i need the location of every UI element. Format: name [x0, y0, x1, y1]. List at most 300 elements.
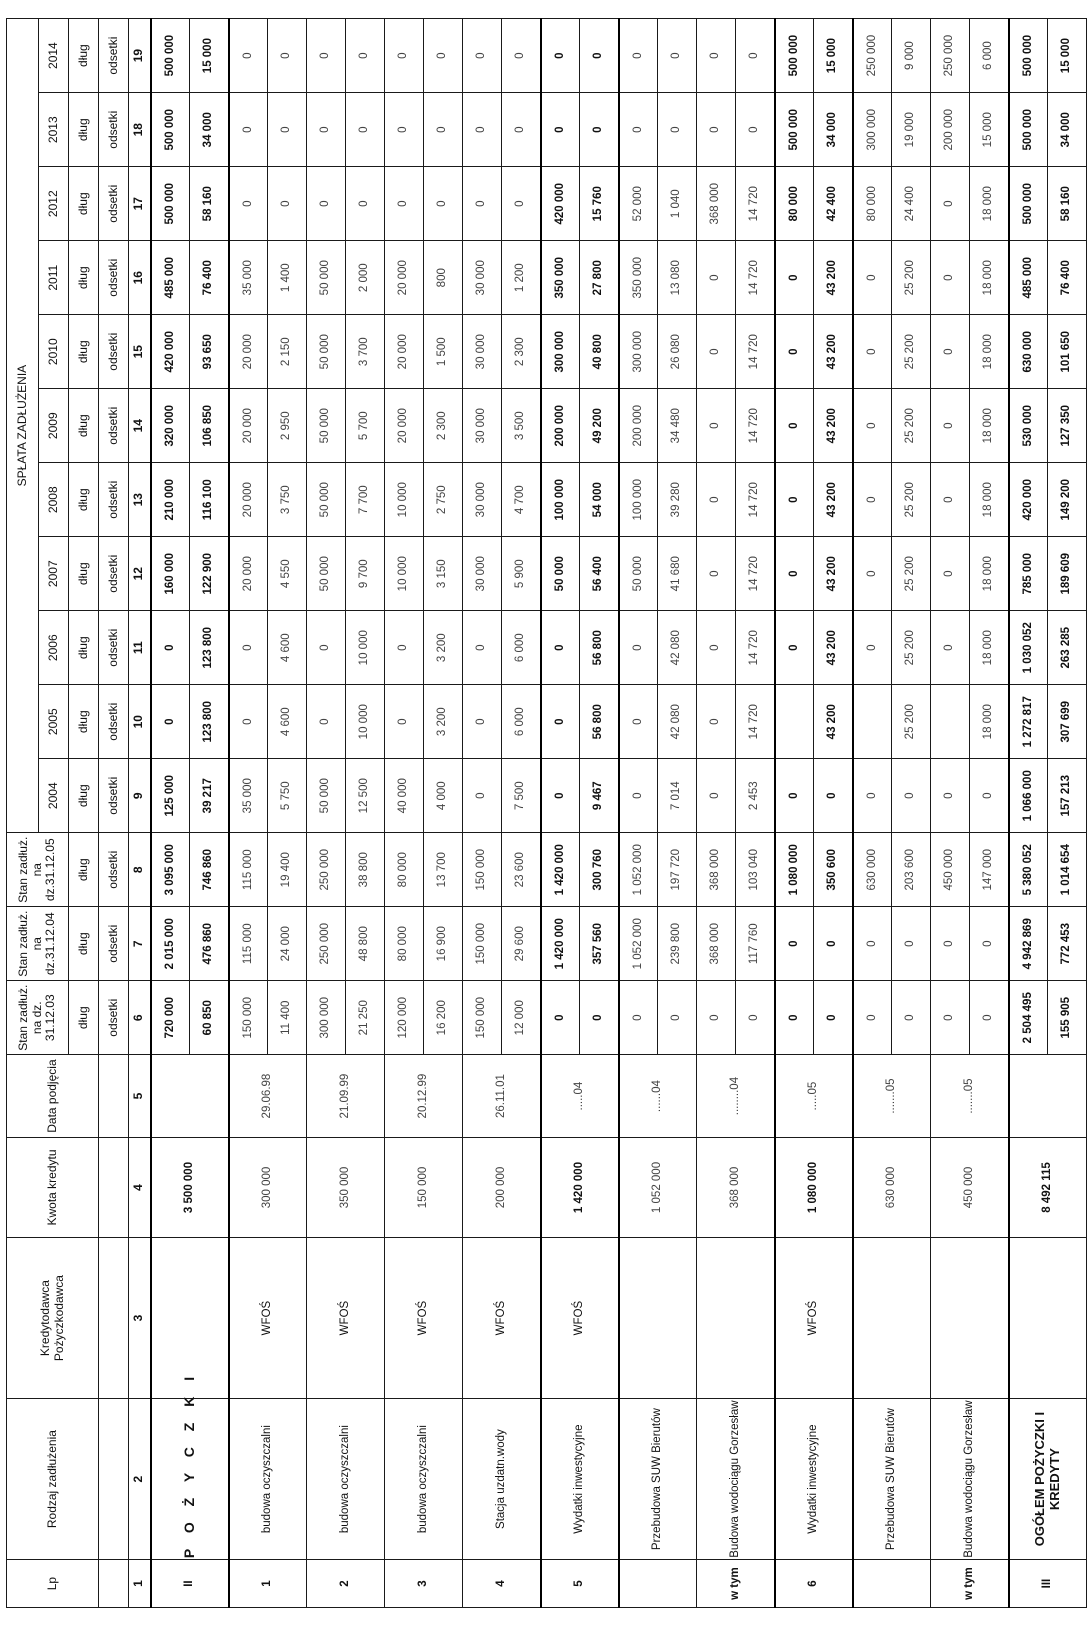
- cell-odsetki: 0: [658, 19, 697, 93]
- cell-dlug: 0: [775, 981, 814, 1055]
- row-lender: [619, 1238, 697, 1399]
- cell-odsetki: 3 200: [424, 685, 463, 759]
- cell-odsetki: 9 467: [580, 759, 619, 833]
- cell-dlug: 500 000: [1009, 167, 1048, 241]
- cell-odsetki: 25 200: [892, 241, 931, 315]
- cell-dlug: 50 000: [307, 389, 346, 463]
- cell-odsetki: 3 750: [268, 463, 307, 537]
- row-amount: 8 492 115: [1009, 1137, 1087, 1237]
- cell-odsetki: 7 500: [502, 759, 541, 833]
- cell-dlug: 630 000: [853, 833, 892, 907]
- cell-dlug: 35 000: [229, 241, 268, 315]
- cell-odsetki: 1 040: [658, 167, 697, 241]
- row-date: ......04: [619, 1055, 697, 1138]
- cell-odsetki: 76 400: [190, 241, 229, 315]
- cell-odsetki: 15 000: [970, 93, 1009, 167]
- cell-dlug: 0: [775, 241, 814, 315]
- cell-odsetki: 1 400: [268, 241, 307, 315]
- cell-dlug: 350 000: [619, 241, 658, 315]
- cell-dlug: 500 000: [775, 93, 814, 167]
- cell-odsetki: 0: [736, 93, 775, 167]
- odsetki-header: odsetki: [99, 685, 129, 759]
- cell-odsetki: 123 800: [190, 611, 229, 685]
- cell-odsetki: 0: [736, 981, 775, 1055]
- cell-odsetki: 19 000: [892, 93, 931, 167]
- cell-odsetki: 19 400: [268, 833, 307, 907]
- cell-dlug: 50 000: [307, 759, 346, 833]
- row-lender: [1009, 1238, 1087, 1399]
- cell-odsetki: 16 900: [424, 907, 463, 981]
- table-row: [541, 19, 580, 1608]
- cell-odsetki: 122 900: [190, 537, 229, 611]
- cell-dlug: 0: [853, 759, 892, 833]
- cell-dlug: 0: [151, 685, 190, 759]
- row-date: [1009, 1055, 1087, 1138]
- cell-dlug: 0: [619, 19, 658, 93]
- cell-odsetki: 7 700: [346, 463, 385, 537]
- cell-odsetki: 197 720: [658, 833, 697, 907]
- cell-dlug: 0: [697, 241, 736, 315]
- cell-dlug: 250 000: [307, 907, 346, 981]
- column-number: 15: [129, 315, 151, 389]
- row-lender: WFOŚ: [541, 1238, 619, 1399]
- cell-dlug: 0: [385, 167, 424, 241]
- cell-dlug: 50 000: [307, 315, 346, 389]
- cell-odsetki: 350 600: [814, 833, 853, 907]
- cell-odsetki: 2 300: [502, 315, 541, 389]
- row-amount: 368 000: [697, 1137, 775, 1237]
- row-name: Przebudowa SUW Bierutów: [853, 1399, 931, 1560]
- cell-dlug: 0: [541, 19, 580, 93]
- cell-dlug: 115 000: [229, 907, 268, 981]
- cell-odsetki: 13 080: [658, 241, 697, 315]
- odsetki-header: odsetki: [99, 389, 129, 463]
- cell-odsetki: 3 500: [502, 389, 541, 463]
- cell-odsetki: 38 800: [346, 833, 385, 907]
- cell-dlug: 80 000: [385, 907, 424, 981]
- cell-dlug: 785 000: [1009, 537, 1048, 611]
- cell-odsetki: 476 860: [190, 907, 229, 981]
- cell-odsetki: 0: [736, 19, 775, 93]
- cell-odsetki: 56 800: [580, 611, 619, 685]
- cell-odsetki: 0: [892, 981, 931, 1055]
- dlug-header: dług: [69, 685, 99, 759]
- cell-odsetki: 16 200: [424, 981, 463, 1055]
- cell-dlug: 30 000: [463, 389, 502, 463]
- header-data: Data podjęcia: [7, 1055, 99, 1138]
- cell-odsetki: 116 100: [190, 463, 229, 537]
- cell-odsetki: 43 200: [814, 389, 853, 463]
- cell-odsetki: 0: [424, 167, 463, 241]
- row-name: budowa oczyszczalni: [229, 1399, 307, 1560]
- cell-odsetki: 25 200: [892, 537, 931, 611]
- header-rodzaj: Rodzaj zadłużenia: [7, 1399, 99, 1560]
- cell-dlug: 0: [229, 93, 268, 167]
- cell-dlug: 0: [931, 241, 970, 315]
- cell-dlug: 2 504 495: [1009, 981, 1048, 1055]
- odsetki-header: odsetki: [99, 537, 129, 611]
- cell-dlug: [853, 685, 892, 759]
- cell-odsetki: 18 000: [970, 611, 1009, 685]
- cell-dlug: 485 000: [1009, 241, 1048, 315]
- cell-dlug: 0: [931, 389, 970, 463]
- cell-odsetki: 12 000: [502, 981, 541, 1055]
- cell-odsetki: 0: [892, 759, 931, 833]
- cell-dlug: 630 000: [1009, 315, 1048, 389]
- cell-odsetki: 800: [424, 241, 463, 315]
- column-number: 17: [129, 167, 151, 241]
- cell-odsetki: 18 000: [970, 315, 1009, 389]
- column-number: 11: [129, 611, 151, 685]
- cell-dlug: 300 000: [853, 93, 892, 167]
- table-row: [931, 19, 970, 1608]
- row-name: Wydatki inwestycyjne: [775, 1399, 853, 1560]
- cell-odsetki: 0: [502, 167, 541, 241]
- cell-odsetki: 746 860: [190, 833, 229, 907]
- cell-odsetki: 43 200: [814, 315, 853, 389]
- table-row: [619, 19, 658, 1608]
- cell-dlug: 40 000: [385, 759, 424, 833]
- row-lp: 2: [307, 1560, 385, 1608]
- year-header: 2004: [39, 759, 69, 833]
- cell-odsetki: 2 453: [736, 759, 775, 833]
- cell-odsetki: 0: [970, 759, 1009, 833]
- cell-odsetki: 5 700: [346, 389, 385, 463]
- cell-odsetki: 203 600: [892, 833, 931, 907]
- cell-odsetki: 157 213: [1048, 759, 1087, 833]
- table-row: [697, 19, 736, 1608]
- cell-dlug: 0: [931, 315, 970, 389]
- row-amount: 3 500 000: [151, 1137, 229, 1237]
- cell-odsetki: 0: [658, 981, 697, 1055]
- header-filler: [99, 1055, 129, 1138]
- row-lp: w tym: [931, 1560, 1009, 1608]
- cell-odsetki: 43 200: [814, 241, 853, 315]
- cell-dlug: 0: [697, 19, 736, 93]
- cell-odsetki: 2 000: [346, 241, 385, 315]
- cell-odsetki: 3 150: [424, 537, 463, 611]
- cell-odsetki: 29 600: [502, 907, 541, 981]
- header-stan-2003: Stan zadłuż. na dz. 31.12.03: [7, 981, 69, 1055]
- cell-odsetki: 13 700: [424, 833, 463, 907]
- row-date: .....05: [775, 1055, 853, 1138]
- header-kwota: Kwota kredytu: [7, 1137, 99, 1237]
- cell-dlug: 0: [853, 315, 892, 389]
- cell-dlug: 35 000: [229, 759, 268, 833]
- cell-odsetki: 10 000: [346, 685, 385, 759]
- cell-odsetki: 39 217: [190, 759, 229, 833]
- cell-odsetki: 42 400: [814, 167, 853, 241]
- dlug-header: dług: [69, 241, 99, 315]
- cell-odsetki: 4 600: [268, 611, 307, 685]
- cell-dlug: 0: [307, 685, 346, 759]
- cell-dlug: 20 000: [385, 241, 424, 315]
- cell-odsetki: 5 900: [502, 537, 541, 611]
- year-header: 2005: [39, 685, 69, 759]
- cell-odsetki: 117 760: [736, 907, 775, 981]
- cell-odsetki: 93 650: [190, 315, 229, 389]
- cell-dlug: 100 000: [619, 463, 658, 537]
- table-row: [1009, 19, 1048, 1608]
- cell-odsetki: 15 000: [190, 19, 229, 93]
- cell-odsetki: 41 680: [658, 537, 697, 611]
- cell-dlug: [931, 685, 970, 759]
- cell-odsetki: 0: [814, 907, 853, 981]
- row-lender: [697, 1238, 775, 1399]
- cell-dlug: 250 000: [931, 19, 970, 93]
- column-number: 4: [129, 1137, 151, 1237]
- column-number: 5: [129, 1055, 151, 1138]
- cell-dlug: 368 000: [697, 167, 736, 241]
- year-header: 2012: [39, 167, 69, 241]
- cell-odsetki: 155 905: [1048, 981, 1087, 1055]
- row-lp: [619, 1560, 697, 1608]
- cell-odsetki: 239 800: [658, 907, 697, 981]
- cell-dlug: 300 000: [619, 315, 658, 389]
- cell-dlug: 0: [463, 167, 502, 241]
- cell-odsetki: 18 000: [970, 389, 1009, 463]
- row-lender: WFOŚ: [775, 1238, 853, 1399]
- cell-dlug: 1 066 000: [1009, 759, 1048, 833]
- cell-dlug: 1 052 000: [619, 907, 658, 981]
- cell-odsetki: 357 560: [580, 907, 619, 981]
- cell-odsetki: 14 720: [736, 167, 775, 241]
- odsetki-header: odsetki: [99, 167, 129, 241]
- cell-odsetki: 0: [424, 93, 463, 167]
- cell-odsetki: 103 040: [736, 833, 775, 907]
- cell-dlug: 300 000: [307, 981, 346, 1055]
- cell-odsetki: 0: [346, 19, 385, 93]
- year-header: 2011: [39, 241, 69, 315]
- cell-odsetki: 14 720: [736, 685, 775, 759]
- cell-odsetki: 25 200: [892, 389, 931, 463]
- cell-odsetki: 10 000: [346, 611, 385, 685]
- cell-dlug: 0: [775, 389, 814, 463]
- row-lender: WFOŚ: [385, 1238, 463, 1399]
- header-filler: [99, 1399, 129, 1560]
- cell-dlug: 0: [385, 19, 424, 93]
- year-header: 2006: [39, 611, 69, 685]
- cell-dlug: 0: [307, 19, 346, 93]
- column-number: 16: [129, 241, 151, 315]
- cell-dlug: 1 052 000: [619, 833, 658, 907]
- cell-dlug: 0: [463, 611, 502, 685]
- header-splata: SPŁATA ZADŁUŻENIA: [7, 19, 39, 833]
- cell-dlug: [775, 685, 814, 759]
- cell-odsetki: 0: [814, 759, 853, 833]
- cell-odsetki: 56 400: [580, 537, 619, 611]
- cell-dlug: 450 000: [931, 833, 970, 907]
- cell-dlug: 52 000: [619, 167, 658, 241]
- cell-dlug: 0: [619, 93, 658, 167]
- cell-odsetki: 18 000: [970, 685, 1009, 759]
- cell-odsetki: 15 760: [580, 167, 619, 241]
- cell-dlug: 0: [385, 93, 424, 167]
- cell-odsetki: 101 650: [1048, 315, 1087, 389]
- row-date: .....04: [541, 1055, 619, 1138]
- cell-odsetki: 3 200: [424, 611, 463, 685]
- cell-odsetki: 7 014: [658, 759, 697, 833]
- cell-odsetki: 54 000: [580, 463, 619, 537]
- row-lp: 1: [229, 1560, 307, 1608]
- cell-dlug: 30 000: [463, 241, 502, 315]
- odsetki-header: odsetki: [99, 981, 129, 1055]
- cell-dlug: 0: [697, 463, 736, 537]
- column-number: 12: [129, 537, 151, 611]
- cell-odsetki: 42 080: [658, 611, 697, 685]
- odsetki-header: odsetki: [99, 241, 129, 315]
- cell-odsetki: 43 200: [814, 463, 853, 537]
- cell-odsetki: 6 000: [502, 611, 541, 685]
- row-date: .......05: [931, 1055, 1009, 1138]
- cell-dlug: 1 272 817: [1009, 685, 1048, 759]
- cell-odsetki: 4 550: [268, 537, 307, 611]
- column-number: 13: [129, 463, 151, 537]
- cell-dlug: 200 000: [931, 93, 970, 167]
- cell-odsetki: 0: [346, 93, 385, 167]
- cell-odsetki: 14 720: [736, 389, 775, 463]
- cell-dlug: 0: [697, 537, 736, 611]
- cell-dlug: 0: [463, 19, 502, 93]
- odsetki-header: odsetki: [99, 833, 129, 907]
- rotated-page: [6, 18, 1073, 1608]
- cell-odsetki: 9 700: [346, 537, 385, 611]
- row-lp: 6: [775, 1560, 853, 1608]
- cell-dlug: 420 000: [1009, 463, 1048, 537]
- column-number: 1: [129, 1560, 151, 1608]
- cell-dlug: 5 380 052: [1009, 833, 1048, 907]
- cell-dlug: 368 000: [697, 833, 736, 907]
- cell-dlug: 420 000: [151, 315, 190, 389]
- cell-odsetki: 0: [346, 167, 385, 241]
- row-date: 29.06.98: [229, 1055, 307, 1138]
- cell-odsetki: 0: [580, 93, 619, 167]
- table-row: [151, 19, 190, 1608]
- column-number: 8: [129, 833, 151, 907]
- row-name: Przebudowa SUW Bierutów: [619, 1399, 697, 1560]
- cell-odsetki: 43 200: [814, 611, 853, 685]
- cell-dlug: 0: [697, 611, 736, 685]
- cell-odsetki: 0: [424, 19, 463, 93]
- cell-dlug: 0: [775, 907, 814, 981]
- cell-dlug: 20 000: [385, 389, 424, 463]
- cell-odsetki: 34 000: [814, 93, 853, 167]
- header-lp: Lp: [7, 1560, 99, 1608]
- cell-odsetki: 147 000: [970, 833, 1009, 907]
- cell-dlug: 0: [697, 759, 736, 833]
- cell-odsetki: 60 850: [190, 981, 229, 1055]
- dlug-header: dług: [69, 315, 99, 389]
- dlug-header: dług: [69, 389, 99, 463]
- row-name: Wydatki inwestycyjne: [541, 1399, 619, 1560]
- table-row: [463, 19, 502, 1608]
- cell-dlug: 0: [853, 981, 892, 1055]
- year-header: 2013: [39, 93, 69, 167]
- cell-odsetki: 1 200: [502, 241, 541, 315]
- row-amount: 200 000: [463, 1137, 541, 1237]
- cell-odsetki: 43 200: [814, 685, 853, 759]
- cell-odsetki: 25 200: [892, 463, 931, 537]
- cell-odsetki: 48 800: [346, 907, 385, 981]
- cell-odsetki: 21 250: [346, 981, 385, 1055]
- cell-odsetki: 0: [658, 93, 697, 167]
- cell-odsetki: 5 750: [268, 759, 307, 833]
- cell-odsetki: 40 800: [580, 315, 619, 389]
- column-number: 14: [129, 389, 151, 463]
- cell-odsetki: 0: [268, 167, 307, 241]
- cell-dlug: 0: [775, 315, 814, 389]
- cell-dlug: 500 000: [151, 19, 190, 93]
- cell-dlug: 0: [619, 685, 658, 759]
- row-name: budowa oczyszczalni: [307, 1399, 385, 1560]
- row-name: Stacja uzdatn.wody: [463, 1399, 541, 1560]
- cell-dlug: 100 000: [541, 463, 580, 537]
- cell-odsetki: 34 000: [190, 93, 229, 167]
- row-lender: WFOŚ: [463, 1238, 541, 1399]
- cell-dlug: 0: [229, 19, 268, 93]
- cell-odsetki: 0: [580, 981, 619, 1055]
- odsetki-header: odsetki: [99, 19, 129, 93]
- header-filler: [99, 1137, 129, 1237]
- header-filler: [99, 1238, 129, 1399]
- cell-odsetki: 263 285: [1048, 611, 1087, 685]
- row-name: Budowa wodociągu Gorzesław: [697, 1399, 775, 1560]
- cell-odsetki: 0: [892, 907, 931, 981]
- cell-dlug: 150 000: [463, 907, 502, 981]
- cell-dlug: 350 000: [541, 241, 580, 315]
- cell-odsetki: 0: [268, 93, 307, 167]
- cell-odsetki: 14 720: [736, 463, 775, 537]
- cell-dlug: 50 000: [307, 241, 346, 315]
- cell-odsetki: 0: [502, 93, 541, 167]
- cell-odsetki: 772 453: [1048, 907, 1087, 981]
- header-stan-2005: Stan zadłuż. na dz.31.12.05: [7, 833, 69, 907]
- cell-odsetki: 25 200: [892, 315, 931, 389]
- cell-dlug: 0: [853, 907, 892, 981]
- cell-dlug: 20 000: [229, 463, 268, 537]
- table-row: [385, 19, 424, 1608]
- cell-odsetki: 2 300: [424, 389, 463, 463]
- cell-odsetki: 0: [970, 981, 1009, 1055]
- cell-odsetki: 25 200: [892, 611, 931, 685]
- cell-dlug: 80 000: [853, 167, 892, 241]
- cell-dlug: 0: [931, 537, 970, 611]
- cell-dlug: 20 000: [229, 389, 268, 463]
- cell-odsetki: 0: [580, 19, 619, 93]
- cell-dlug: 0: [229, 685, 268, 759]
- row-name: budowa oczyszczalni: [385, 1399, 463, 1560]
- table-row: [307, 19, 346, 1608]
- cell-dlug: 0: [541, 93, 580, 167]
- year-header: 2010: [39, 315, 69, 389]
- row-lp: w tym: [697, 1560, 775, 1608]
- cell-dlug: 3 095 000: [151, 833, 190, 907]
- row-amount: 630 000: [853, 1137, 931, 1237]
- cell-dlug: 200 000: [619, 389, 658, 463]
- cell-dlug: 1 030 052: [1009, 611, 1048, 685]
- cell-dlug: 720 000: [151, 981, 190, 1055]
- cell-dlug: 0: [307, 167, 346, 241]
- cell-odsetki: 0: [502, 19, 541, 93]
- cell-odsetki: 15 000: [814, 19, 853, 93]
- cell-dlug: 115 000: [229, 833, 268, 907]
- row-lender: WFOŚ: [307, 1238, 385, 1399]
- cell-dlug: 20 000: [385, 315, 424, 389]
- cell-odsetki: 14 720: [736, 611, 775, 685]
- row-amount: 150 000: [385, 1137, 463, 1237]
- cell-dlug: 0: [151, 611, 190, 685]
- dlug-header: dług: [69, 463, 99, 537]
